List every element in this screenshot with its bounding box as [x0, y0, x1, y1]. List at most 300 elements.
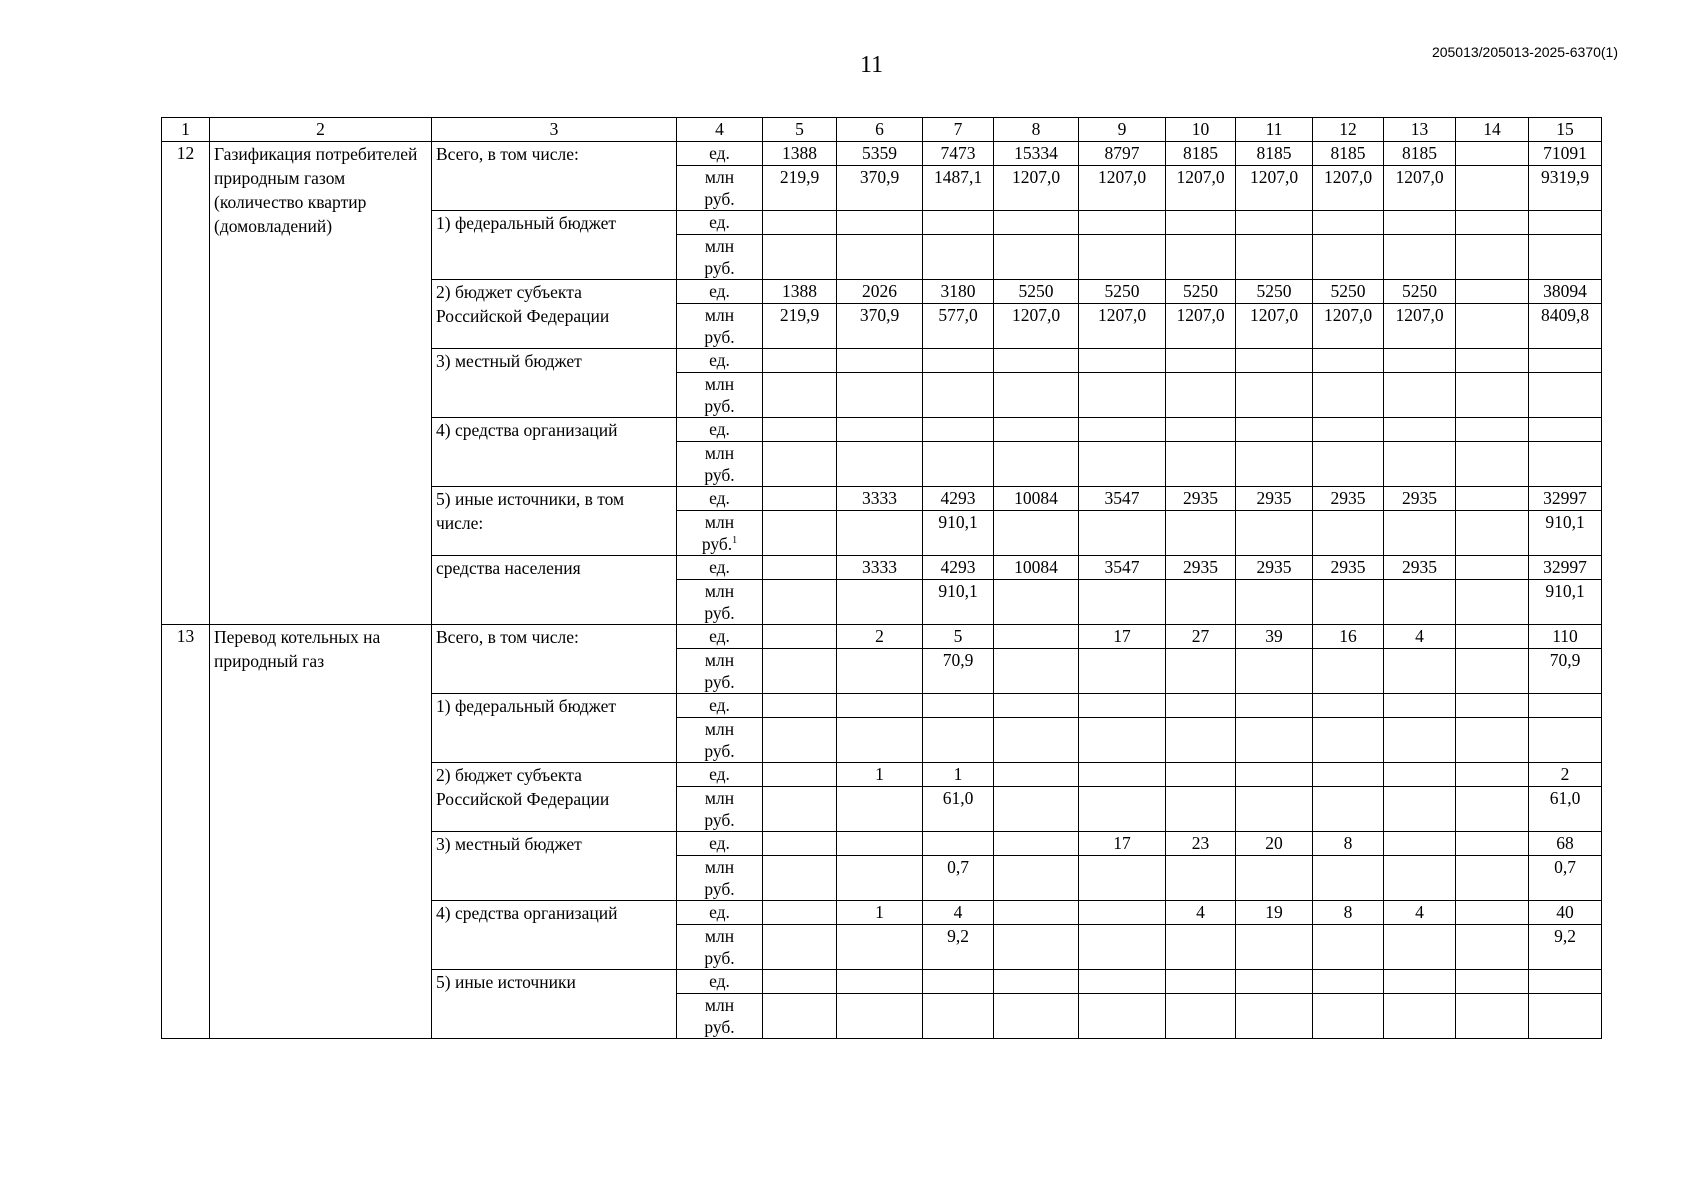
value-cell: [1384, 970, 1456, 994]
value-cell: [994, 349, 1079, 373]
unit-cell: [677, 418, 763, 442]
value-cell: 910,1: [1529, 580, 1602, 625]
funding-source: 5) иные источники: [432, 970, 677, 1039]
value-cell: [1236, 763, 1313, 787]
column-number: 5: [763, 118, 837, 142]
unit-label: руб.: [701, 534, 733, 554]
value-cell: [994, 649, 1079, 694]
value-cell: [923, 832, 994, 856]
value-cell: [1236, 694, 1313, 718]
funding-source: 2) бюджет субъекта Российской Федерации: [432, 280, 677, 349]
value-cell: 5: [923, 625, 994, 649]
value-cell: [837, 418, 923, 442]
value-cell: 1207,0: [1236, 304, 1313, 349]
value-cell: 2026: [837, 280, 923, 304]
unit-label: млн: [704, 305, 735, 325]
value-cell: [1456, 442, 1529, 487]
funding-source: средства населения: [432, 556, 677, 625]
unit-label: ед.: [709, 281, 730, 301]
value-cell: [1079, 787, 1166, 832]
value-cell: 17: [1079, 625, 1166, 649]
value-cell: [763, 718, 837, 763]
unit-label: ед.: [709, 695, 730, 715]
value-cell: [1166, 925, 1236, 970]
value-cell: 8: [1313, 832, 1384, 856]
funding-source: 3) местный бюджет: [432, 349, 677, 418]
value-cell: [837, 373, 923, 418]
value-cell: [994, 970, 1079, 994]
value-cell: [1313, 442, 1384, 487]
value-cell: [837, 580, 923, 625]
value-cell: 2935: [1313, 556, 1384, 580]
column-number: 1: [162, 118, 210, 142]
value-cell: [1236, 235, 1313, 280]
value-cell: [923, 373, 994, 418]
unit-label: руб.: [704, 396, 735, 416]
value-cell: [1384, 349, 1456, 373]
value-cell: 5250: [994, 280, 1079, 304]
unit-cell: [677, 166, 763, 211]
value-cell: 68: [1529, 832, 1602, 856]
value-cell: [994, 418, 1079, 442]
value-cell: [1236, 970, 1313, 994]
value-cell: [1166, 349, 1236, 373]
value-cell: 1207,0: [1313, 166, 1384, 211]
value-cell: 2935: [1384, 556, 1456, 580]
value-cell: 16: [1313, 625, 1384, 649]
unit-label: руб.: [704, 672, 735, 692]
value-cell: 1388: [763, 142, 837, 166]
value-cell: [763, 970, 837, 994]
value-cell: 8185: [1313, 142, 1384, 166]
value-cell: 4: [923, 901, 994, 925]
value-cell: [1313, 235, 1384, 280]
funding-source: Всего, в том числе:: [432, 625, 677, 694]
value-cell: 4: [1384, 625, 1456, 649]
value-cell: 32997: [1529, 487, 1602, 511]
funding-source: 4) средства организаций: [432, 901, 677, 970]
value-cell: 2935: [1236, 487, 1313, 511]
unit-cell: [677, 235, 763, 280]
value-cell: [1236, 418, 1313, 442]
value-cell: [763, 994, 837, 1039]
column-number: 2: [210, 118, 432, 142]
value-cell: 1207,0: [1166, 304, 1236, 349]
value-cell: [1236, 580, 1313, 625]
value-cell: 9,2: [1529, 925, 1602, 970]
value-cell: [1384, 832, 1456, 856]
value-cell: 8: [1313, 901, 1384, 925]
value-cell: 19: [1236, 901, 1313, 925]
value-cell: [763, 235, 837, 280]
value-cell: [1079, 373, 1166, 418]
unit-cell: [677, 763, 763, 787]
value-cell: 2: [837, 625, 923, 649]
unit-cell: [677, 649, 763, 694]
value-cell: [994, 925, 1079, 970]
value-cell: 1207,0: [994, 304, 1079, 349]
value-cell: [1079, 442, 1166, 487]
value-cell: 2935: [1236, 556, 1313, 580]
value-cell: [1166, 763, 1236, 787]
value-cell: [1384, 373, 1456, 418]
value-cell: 5250: [1384, 280, 1456, 304]
value-cell: [923, 994, 994, 1039]
value-cell: 3180: [923, 280, 994, 304]
value-cell: 219,9: [763, 166, 837, 211]
value-cell: 61,0: [1529, 787, 1602, 832]
value-cell: 1207,0: [1384, 304, 1456, 349]
value-cell: [1313, 763, 1384, 787]
value-cell: [1456, 832, 1529, 856]
value-cell: [994, 856, 1079, 901]
unit-label: млн: [704, 374, 735, 394]
value-cell: [763, 487, 837, 511]
measure-name: Перевод котельных на природный газ: [210, 625, 432, 1039]
value-cell: [1313, 580, 1384, 625]
value-cell: [1236, 787, 1313, 832]
value-cell: [994, 994, 1079, 1039]
value-cell: [1456, 580, 1529, 625]
funding-source: Всего, в том числе:: [432, 142, 677, 211]
unit-label: млн: [704, 581, 735, 601]
value-cell: 40: [1529, 901, 1602, 925]
value-cell: [1166, 211, 1236, 235]
value-cell: 3547: [1079, 487, 1166, 511]
value-cell: 38094: [1529, 280, 1602, 304]
value-cell: 4: [1166, 901, 1236, 925]
value-cell: [1313, 994, 1384, 1039]
value-cell: [1529, 373, 1602, 418]
value-cell: [923, 349, 994, 373]
value-cell: 1207,0: [1079, 166, 1166, 211]
value-cell: 20: [1236, 832, 1313, 856]
value-cell: 1207,0: [1384, 166, 1456, 211]
document-id: 205013/205013-2025-6370(1): [1431, 44, 1618, 60]
value-cell: 32997: [1529, 556, 1602, 580]
value-cell: [1313, 787, 1384, 832]
funding-source: 5) иные источники, в том числе:: [432, 487, 677, 556]
value-cell: 8185: [1166, 142, 1236, 166]
value-cell: [1456, 511, 1529, 556]
value-cell: [837, 211, 923, 235]
value-cell: [1529, 970, 1602, 994]
value-cell: 8185: [1384, 142, 1456, 166]
value-cell: 1207,0: [1313, 304, 1384, 349]
value-cell: [1456, 787, 1529, 832]
value-cell: [1384, 235, 1456, 280]
value-cell: [1079, 970, 1166, 994]
funding-source: 1) федеральный бюджет: [432, 694, 677, 763]
value-cell: [837, 856, 923, 901]
value-cell: 5250: [1236, 280, 1313, 304]
value-cell: 27: [1166, 625, 1236, 649]
unit-label: руб.: [704, 189, 735, 209]
value-cell: [1456, 142, 1529, 166]
value-cell: [923, 418, 994, 442]
unit-label: ед.: [709, 557, 730, 577]
value-cell: [1529, 442, 1602, 487]
value-cell: 39: [1236, 625, 1313, 649]
value-cell: 1207,0: [1236, 166, 1313, 211]
value-cell: [1313, 373, 1384, 418]
value-cell: 2935: [1313, 487, 1384, 511]
unit-cell: [677, 142, 763, 166]
value-cell: [1166, 373, 1236, 418]
value-cell: [837, 718, 923, 763]
funding-source: 3) местный бюджет: [432, 832, 677, 901]
unit-label: ед.: [709, 626, 730, 646]
value-cell: [1236, 994, 1313, 1039]
unit-cell: [677, 832, 763, 856]
unit-label: млн: [704, 857, 735, 877]
value-cell: [1529, 994, 1602, 1039]
value-cell: [1529, 694, 1602, 718]
value-cell: [1079, 511, 1166, 556]
unit-label: руб.: [704, 948, 735, 968]
value-cell: [1236, 718, 1313, 763]
value-cell: 7473: [923, 142, 994, 166]
value-cell: 4: [1384, 901, 1456, 925]
value-cell: [763, 442, 837, 487]
value-cell: [1456, 418, 1529, 442]
value-cell: [1079, 994, 1166, 1039]
value-cell: [837, 994, 923, 1039]
unit-cell: [677, 694, 763, 718]
value-cell: [837, 235, 923, 280]
row-index: 13: [162, 625, 210, 1039]
value-cell: [1384, 649, 1456, 694]
value-cell: 9319,9: [1529, 166, 1602, 211]
unit-cell: [677, 856, 763, 901]
value-cell: 70,9: [923, 649, 994, 694]
unit-label: млн: [704, 788, 735, 808]
column-number: 13: [1384, 118, 1456, 142]
value-cell: [1166, 511, 1236, 556]
unit-cell: [677, 994, 763, 1039]
unit-label: млн: [704, 236, 735, 256]
unit-cell: [677, 280, 763, 304]
unit-cell: [677, 511, 763, 556]
unit-cell: [677, 970, 763, 994]
value-cell: [837, 349, 923, 373]
value-cell: [1313, 349, 1384, 373]
unit-label: млн: [704, 443, 735, 463]
financing-table: [161, 117, 1602, 1039]
value-cell: [1313, 856, 1384, 901]
unit-label: млн: [704, 926, 735, 946]
value-cell: 2935: [1166, 487, 1236, 511]
column-number: 8: [994, 118, 1079, 142]
value-cell: 17: [1079, 832, 1166, 856]
value-cell: [1079, 763, 1166, 787]
value-cell: [763, 625, 837, 649]
value-cell: 1207,0: [994, 166, 1079, 211]
value-cell: [1456, 970, 1529, 994]
value-cell: [837, 442, 923, 487]
value-cell: [1166, 970, 1236, 994]
value-cell: [1313, 418, 1384, 442]
value-cell: 3547: [1079, 556, 1166, 580]
value-cell: 0,7: [923, 856, 994, 901]
value-cell: [1384, 763, 1456, 787]
value-cell: [1166, 994, 1236, 1039]
table-row: [162, 625, 1602, 649]
value-cell: 4293: [923, 487, 994, 511]
value-cell: 110: [1529, 625, 1602, 649]
funding-source: 4) средства организаций: [432, 418, 677, 487]
unit-cell: [677, 718, 763, 763]
column-number: 7: [923, 118, 994, 142]
value-cell: 15334: [994, 142, 1079, 166]
value-cell: 10084: [994, 487, 1079, 511]
value-cell: [1456, 718, 1529, 763]
column-number: 6: [837, 118, 923, 142]
value-cell: 23: [1166, 832, 1236, 856]
value-cell: [1236, 856, 1313, 901]
unit-label: руб.: [704, 879, 735, 899]
value-cell: [1384, 418, 1456, 442]
value-cell: 1207,0: [1079, 304, 1166, 349]
value-cell: [1236, 349, 1313, 373]
unit-label: ед.: [709, 212, 730, 232]
value-cell: [763, 832, 837, 856]
value-cell: [1166, 235, 1236, 280]
value-cell: [1456, 925, 1529, 970]
value-cell: [923, 211, 994, 235]
value-cell: 1: [837, 763, 923, 787]
value-cell: [1529, 349, 1602, 373]
value-cell: [1384, 580, 1456, 625]
column-number: 14: [1456, 118, 1529, 142]
unit-label: ед.: [709, 764, 730, 784]
unit-label: руб.: [704, 810, 735, 830]
footnote-mark: 1: [732, 535, 738, 547]
row-index: 12: [162, 142, 210, 625]
value-cell: [1456, 856, 1529, 901]
value-cell: 8185: [1236, 142, 1313, 166]
value-cell: [1456, 304, 1529, 349]
value-cell: 5359: [837, 142, 923, 166]
unit-label: ед.: [709, 143, 730, 163]
value-cell: [994, 787, 1079, 832]
value-cell: [1313, 211, 1384, 235]
funding-source: 2) бюджет субъекта Российской Федерации: [432, 763, 677, 832]
value-cell: [837, 925, 923, 970]
value-cell: [1166, 649, 1236, 694]
value-cell: 71091: [1529, 142, 1602, 166]
unit-cell: [677, 487, 763, 511]
value-cell: 1388: [763, 280, 837, 304]
value-cell: 1: [837, 901, 923, 925]
value-cell: [1384, 925, 1456, 970]
unit-cell: [677, 304, 763, 349]
funding-source: 1) федеральный бюджет: [432, 211, 677, 280]
value-cell: 1: [923, 763, 994, 787]
unit-label: млн: [704, 167, 735, 187]
value-cell: [994, 235, 1079, 280]
value-cell: [1456, 235, 1529, 280]
value-cell: 4293: [923, 556, 994, 580]
value-cell: [1456, 649, 1529, 694]
value-cell: 5250: [1166, 280, 1236, 304]
unit-cell: [677, 211, 763, 235]
value-cell: 910,1: [923, 511, 994, 556]
unit-label: руб.: [704, 1017, 735, 1037]
value-cell: [837, 649, 923, 694]
value-cell: [994, 901, 1079, 925]
value-cell: [837, 511, 923, 556]
value-cell: 370,9: [837, 166, 923, 211]
value-cell: [1166, 718, 1236, 763]
value-cell: [923, 235, 994, 280]
unit-cell: [677, 373, 763, 418]
value-cell: [763, 556, 837, 580]
value-cell: [1079, 649, 1166, 694]
value-cell: [763, 418, 837, 442]
value-cell: [1079, 580, 1166, 625]
value-cell: [1456, 487, 1529, 511]
unit-label: ед.: [709, 350, 730, 370]
value-cell: [1313, 718, 1384, 763]
column-number: 3: [432, 118, 677, 142]
value-cell: 910,1: [923, 580, 994, 625]
value-cell: 219,9: [763, 304, 837, 349]
table-row: [162, 142, 1602, 166]
value-cell: [1313, 694, 1384, 718]
unit-cell: [677, 580, 763, 625]
value-cell: [1236, 442, 1313, 487]
unit-label: руб.: [704, 741, 735, 761]
value-cell: [763, 511, 837, 556]
value-cell: [994, 211, 1079, 235]
value-cell: [1166, 856, 1236, 901]
value-cell: 8409,8: [1529, 304, 1602, 349]
value-cell: [1236, 925, 1313, 970]
value-cell: 577,0: [923, 304, 994, 349]
value-cell: [763, 694, 837, 718]
value-cell: [763, 763, 837, 787]
unit-label: млн: [704, 512, 735, 532]
value-cell: [763, 211, 837, 235]
value-cell: [763, 901, 837, 925]
value-cell: [1456, 694, 1529, 718]
value-cell: 61,0: [923, 787, 994, 832]
value-cell: [1456, 280, 1529, 304]
value-cell: [1313, 970, 1384, 994]
value-cell: [1456, 211, 1529, 235]
value-cell: 5250: [1079, 280, 1166, 304]
value-cell: [994, 511, 1079, 556]
unit-label: ед.: [709, 833, 730, 853]
unit-cell: [677, 556, 763, 580]
value-cell: 8797: [1079, 142, 1166, 166]
value-cell: [1079, 349, 1166, 373]
unit-cell: [677, 349, 763, 373]
value-cell: [1529, 211, 1602, 235]
column-number-row: [162, 118, 1602, 142]
value-cell: [994, 442, 1079, 487]
value-cell: [1236, 649, 1313, 694]
value-cell: [1079, 418, 1166, 442]
value-cell: [1456, 373, 1529, 418]
value-cell: 70,9: [1529, 649, 1602, 694]
value-cell: [994, 373, 1079, 418]
value-cell: [1166, 442, 1236, 487]
column-number: 15: [1529, 118, 1602, 142]
value-cell: [1456, 763, 1529, 787]
column-number: 9: [1079, 118, 1166, 142]
